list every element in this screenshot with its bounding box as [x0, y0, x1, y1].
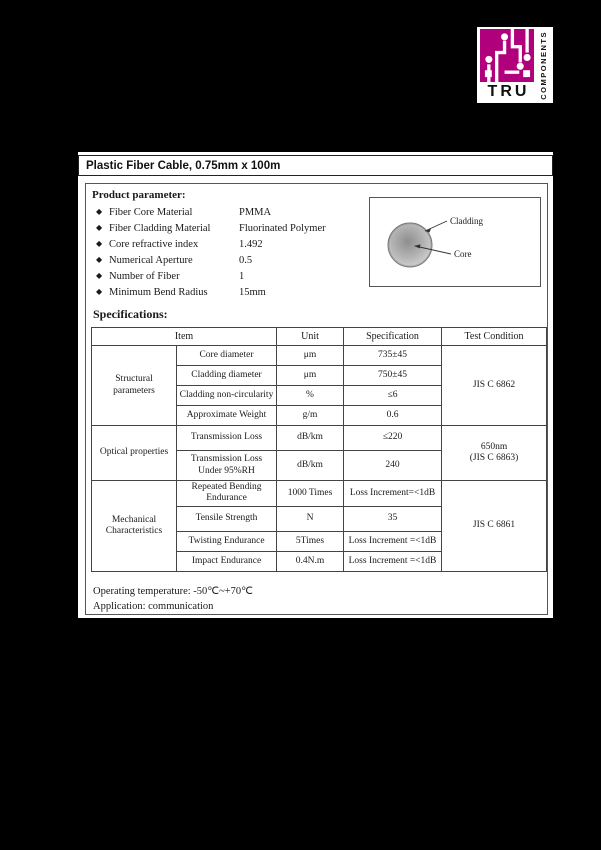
header-unit: Unit: [277, 328, 344, 346]
test-condition-line: (JIS C 6863): [469, 453, 519, 463]
table-row: [92, 346, 547, 366]
parameter-value: 1: [239, 270, 245, 282]
cell-item: Cladding diameter: [177, 366, 277, 386]
cell-unit: dB/km: [277, 426, 344, 451]
diamond-bullet-icon: ◆: [96, 207, 103, 216]
cell-unit: 1000 Times: [277, 481, 344, 507]
cell-item: Transmission Loss: [177, 426, 277, 451]
cell-spec: 35: [344, 506, 442, 531]
header-item: Item: [92, 328, 277, 346]
page-title: Plastic Fiber Cable, 0.75mm x 100m: [86, 159, 281, 172]
cell-test-condition: JIS C 6862: [442, 346, 547, 426]
group-mechanical: Mechanical Characteristics: [92, 481, 177, 572]
cell-unit: 5Times: [277, 531, 344, 551]
core-label: Core: [454, 249, 472, 259]
cell-item: Repeated Bending Endurance: [177, 481, 277, 507]
diamond-bullet-icon: ◆: [96, 271, 103, 280]
table-header-row: [92, 328, 547, 346]
cell-unit: g/m: [277, 406, 344, 426]
cell-test-condition: [442, 426, 547, 481]
diamond-bullet-icon: ◆: [96, 255, 103, 264]
brand-name: TRU: [487, 83, 530, 100]
cell-item: Impact Endurance: [177, 551, 277, 571]
content-box: [85, 183, 548, 615]
operating-temperature-note: Operating temperature: -50℃~+70℃: [93, 585, 253, 597]
parameter-value: 15mm: [239, 286, 266, 298]
cell-spec: 0.6: [344, 406, 442, 426]
parameter-value: 0.5: [239, 254, 253, 266]
parameter-label: Numerical Aperture: [109, 254, 193, 266]
group-optical: Optical properties: [92, 426, 177, 481]
application-note: Application: communication: [93, 600, 214, 612]
fiber-diagram-graphic: [370, 198, 540, 286]
circuit-pattern-icon: [480, 29, 534, 82]
brand-vertical-label: COMPONENTS: [539, 31, 548, 100]
cell-unit: %: [277, 386, 344, 406]
cell-unit: μm: [277, 366, 344, 386]
cell-test-condition: JIS C 6861: [442, 481, 547, 572]
cell-spec: ≤220: [344, 426, 442, 451]
cell-spec: 750±45: [344, 366, 442, 386]
brand-logo-main: [479, 29, 535, 102]
parameter-label: Core refractive index: [109, 238, 199, 250]
cell-item: Twisting Endurance: [177, 531, 277, 551]
parameter-label: Number of Fiber: [109, 270, 180, 282]
cell-unit: 0.4N.m: [277, 551, 344, 571]
parameter-label: Minimum Bend Radius: [109, 286, 208, 298]
fiber-circle: [388, 223, 432, 267]
fiber-cross-section-diagram: [369, 197, 541, 287]
table-row: [92, 481, 547, 507]
cell-spec: Loss Increment =<1dB: [344, 531, 442, 551]
parameter-label: Fiber Core Material: [109, 206, 193, 218]
cell-unit: N: [277, 506, 344, 531]
cell-item: Core diameter: [177, 346, 277, 366]
cell-item: Tensile Strength: [177, 506, 277, 531]
specifications-heading: Specifications:: [93, 307, 168, 321]
table-row: [92, 426, 547, 451]
specifications-table: [91, 327, 547, 572]
cell-unit: μm: [277, 346, 344, 366]
document-page: [78, 152, 553, 618]
cell-item: Cladding non-circularity: [177, 386, 277, 406]
parameter-value: Fluorinated Polymer: [239, 222, 326, 234]
cladding-label: Cladding: [450, 216, 483, 226]
diamond-bullet-icon: ◆: [96, 287, 103, 296]
diamond-bullet-icon: ◆: [96, 223, 103, 232]
brand-logo-side: [535, 29, 552, 102]
document-title-bar: [78, 155, 553, 176]
group-structural: Structural parameters: [92, 346, 177, 426]
header-specification: Specification: [344, 328, 442, 346]
parameter-label: Fiber Cladding Material: [109, 222, 211, 234]
cell-spec: ≤6: [344, 386, 442, 406]
parameter-value: 1.492: [239, 238, 263, 250]
cell-unit: dB/km: [277, 451, 344, 481]
cell-item: Approximate Weight: [177, 406, 277, 426]
brand-logo: [477, 27, 553, 103]
product-parameters-heading: Product parameter:: [92, 189, 186, 201]
parameter-value: PMMA: [239, 206, 272, 218]
header-test-condition: Test Condition: [442, 328, 547, 346]
cell-item: Transmission Loss Under 95%RH: [177, 451, 277, 481]
cell-spec: 240: [344, 451, 442, 481]
cell-spec: 735±45: [344, 346, 442, 366]
cell-spec: Loss Increment=<1dB: [344, 481, 442, 507]
test-condition-line: 650nm: [480, 441, 508, 452]
cell-spec: Loss Increment =<1dB: [344, 551, 442, 571]
diamond-bullet-icon: ◆: [96, 239, 103, 248]
